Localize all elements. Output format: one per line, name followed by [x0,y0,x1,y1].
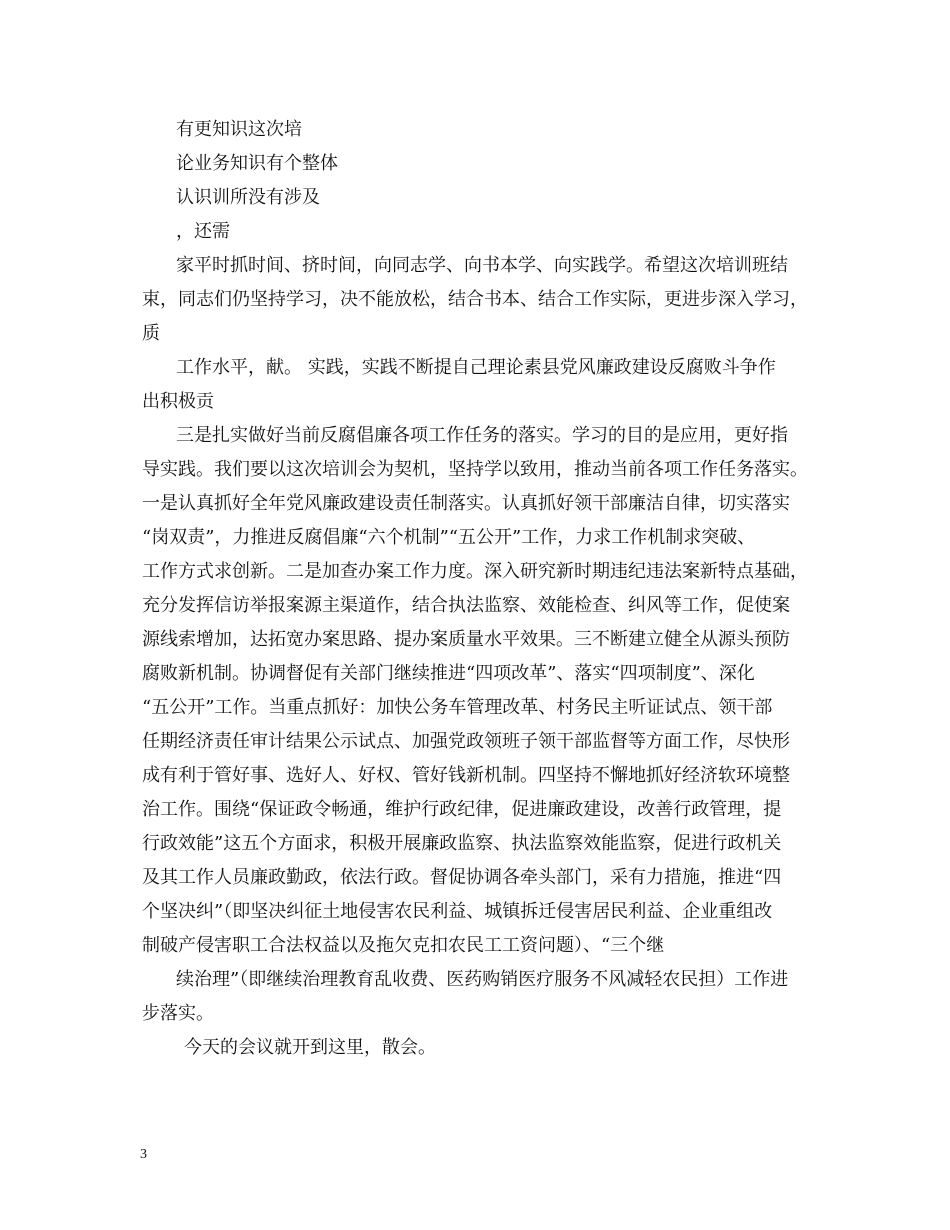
text-line: 认识训所没有涉及 [176,187,320,208]
text-line: 充分发挥信访举报案源主渠道作，结合执法监察、效能检查、纠风等工作，促使案 [142,595,790,616]
text-line: 制破产侵害职工合法权益以及拖欠克扣农民工工资问题）、“三个继 [142,935,665,956]
text-line: “五公开”工作。当重点抓好：加快公务车管理改革、村务民主听证试点、领干部 [142,697,773,718]
text-line: 腐败新机制。协调督促有关部门继续推进“四项改革”、落实“四项制度”、深化 [142,663,755,684]
text-line: 一是认真抓好全年党风廉政建设责任制落实。认真抓好领干部廉洁自律，切实落实 [142,493,790,514]
page-number: 3 [140,1147,147,1162]
text-line: 工作方式求创新。二是加查办案工作力度。深入研究新时期违纪违法案新特点基础， [142,561,808,582]
text-line: 有更知识这次培 [176,119,302,140]
text-line: 及其工作人员廉政勤政，依法行政。督促协调各牵头部门，采有力措施，推进“四 [142,867,782,888]
text-line: 任期经济责任审计结果公示试点、加强党政领班子领干部监督等方面工作，尽快形 [142,731,790,752]
text-line: 行政效能”这五个方面求，积极开展廉政监察、执法监察效能监察，促进行政机关 [142,833,782,854]
text-line: 续治理”（即继续治理教育乱收费、医药购销医疗服务不风减轻农民担）工作进 [176,969,789,990]
text-line: 三是扎实做好当前反腐倡廉各项工作任务的落实。学习的目的是应用，更好指 [176,425,788,446]
text-line: 家平时抓时间、挤时间，向同志学、向书本学、向实践学。希望这次培训班结 [176,255,788,276]
text-line: “岗双责”，力推进反腐倡廉“六个机制”“五公开”工作，力求工作机制求突破、 [142,527,756,548]
text-line: 导实践。我们要以这次培训会为契机，坚持学以致用，推动当前各项工作任务落实。 [142,459,808,480]
text-line: ，还需 [176,221,230,242]
text-line: 个坚决纠”（即坚决纠征土地侵害农民利益、城镇拆迁侵害居民利益、企业重组改 [142,901,773,922]
text-line: 质 [142,323,160,344]
text-line: 源线索增加，达拓宽办案思路、提办案质量水平效果。三不断建立健全从源头预防 [142,629,790,650]
text-line: 论业务知识有个整体 [176,153,338,174]
text-line: 成有利于管好事、选好人、好权、管好钱新机制。四坚持不懈地抓好经济软环境整 [142,765,790,786]
text-line: 出积极贡 [142,391,214,412]
text-line: 工作水平，献。 实践，实践不断提自己理论素县党风廉政建设反腐败斗争作 [176,357,776,378]
text-line: 步落实。 [142,1003,214,1024]
closing-line: 今天的会议就开到这里，散会。 [184,1037,436,1058]
text-line: 治工作。围绕“保证政令畅通，维护行政纪律，促进廉政建设，改善行政管理，提 [142,799,782,820]
text-line: 束，同志们仍坚持学习，决不能放松，结合书本、结合工作实际，更进步深入学习， [142,289,808,310]
